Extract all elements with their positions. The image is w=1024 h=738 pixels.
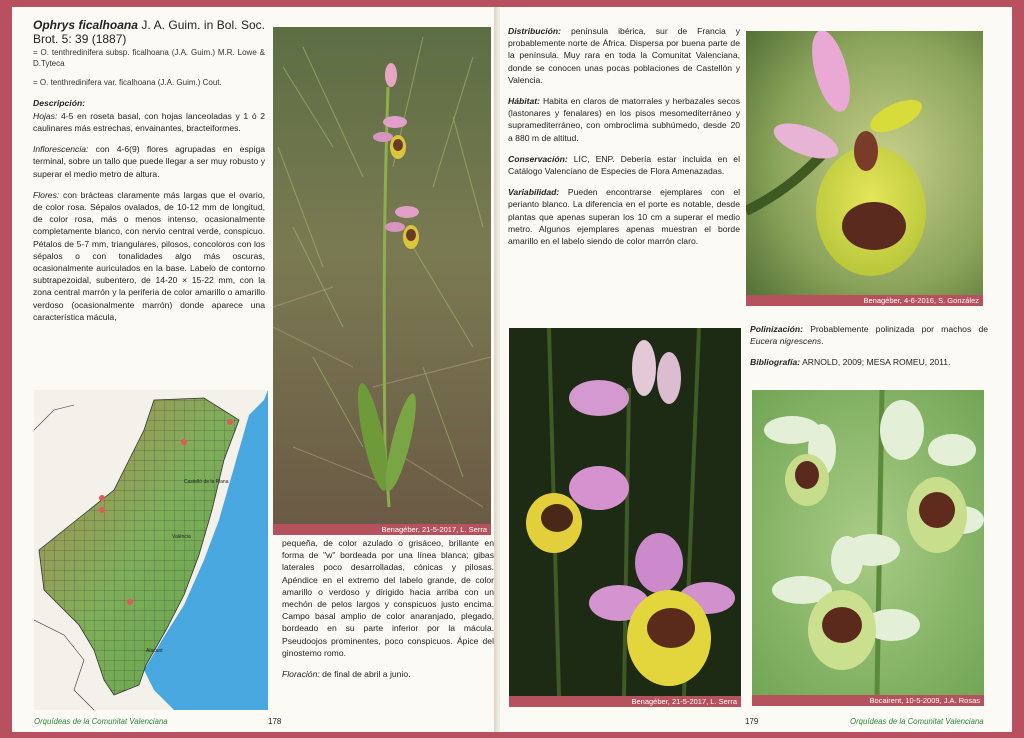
- flores-text: con brácteas claramente más largas que el ovario, de color rosa. Sépalos ovalados, de 10-12 mm de longitud, de color rosa, más o menos intenso, ocasionalmente completamente blanco, con nervio central verde, conspicuo. Pétalos de 5-7 mm, triangulares, pilosos, concoloros con los sépalos o con tonalidades algo más oscuras, ocasionalmente auriculados en la base. Labelo de contorno subtrapezoidal, subentero, de 14-20 × 15-22 mm, con la zona central marrón y la periferia de color amarillo o amarillo verdoso (ocasionalmente marrón) donde aparece una característica mácula,: [33, 189, 265, 322]
- habitat-label: Hábitat:: [508, 96, 540, 107]
- distribucion-label: Distribución:: [508, 26, 561, 36]
- synonym-1: = O. tenthredinifera subsp. ficalhoana (J.A. Guim.) M.R. Lowe & D.Tyteca: [33, 48, 265, 68]
- flower-closeup-caption: Benagéber, 4-6-2016, S. González: [746, 295, 983, 306]
- hojas-text: 4-5 en roseta basal, con hojas lanceoladas y 1 ó 2 caulinares más estrechas, envainantes, bracteiformes.: [33, 110, 266, 133]
- white-flowers-image: [752, 390, 984, 695]
- flores-label: Flores:: [33, 189, 60, 200]
- bibliografia-label: Bibliografía:: [750, 357, 801, 368]
- map-label-valencia: València: [172, 534, 191, 540]
- polinizacion-label: Polinización:: [750, 324, 803, 334]
- left-page-number: 178: [268, 717, 282, 726]
- right-secondary-text: Polinización: Probablemente polinizada por machos de Eucera nigrescens. Bibliografía: ARNOLD, 2009; MESA ROMEU, 2011.: [750, 324, 989, 368]
- map-label-castello: Castelló de la Plana: [184, 479, 229, 485]
- right-footer: Orquídeas de la Comunitat Valenciana: [850, 717, 984, 726]
- description-heading: Descripción:: [33, 97, 86, 108]
- conservacion-text: LIC, ENP. Debería estar incluida en el Catálogo Valenciano de Especies de Flora Amenazadas.: [508, 153, 740, 177]
- variabilidad-label: Variabilidad:: [508, 187, 560, 198]
- distribution-map: [34, 390, 268, 710]
- species-title: [33, 19, 265, 46]
- distribucion-text: península ibérica, sur de Francia y probablemente norte de África. Dispersa por buena parte de la península. Muy rara en toda la Comunitat Valenciana, donde se conocen unas pocas poblaciones de Castellón y Valencia.: [508, 26, 740, 85]
- habitat-text: Habita en claros de matorrales y herbazales secos (lastonares y fenalares) en los pisos mesomediterráneo y supramediterráneo, con ombroclima subhúmedo, desde 20 a 880 m de altitud.: [508, 96, 740, 143]
- inflorescencia-text: con 4-6(9) flores agrupadas en espiga terminal, sobre un tallo que puede llegar a ser muy robusto y superar el medio metro de altura.: [33, 144, 265, 179]
- plant-photo-caption: Benagéber, 21-5-2017, L. Serra: [273, 524, 491, 535]
- description-continued: pequeña, de color azulado o grisáceo, brillante en forma de "w" bordeada por una línea blanca; gibas laterales poco desarrolladas, cónicas y pilosas. Apéndice en el extremo del labelo grande, de color amarillo o verdoso y dirigido hacia arriba con un mechón de pelos largos y conspicuos justo encima. Campo basal amplio de color anaranjado, plegado, bordeado en su parte inferior por la mácula. Pseudoojos prominentes, poco conspicuos. Ápice del ginostemo romo.: [282, 538, 494, 658]
- left-continued-text-column: [282, 537, 494, 689]
- left-text-column: [33, 19, 265, 332]
- inflorescencia-label: Inflorescencia:: [33, 144, 89, 155]
- hojas-label: Hojas:: [33, 110, 58, 121]
- plant-photo: [273, 27, 491, 524]
- left-footer: Orquídeas de la Comunitat Valenciana: [34, 717, 168, 726]
- bibliografia-text: ARNOLD, 2009; MESA ROMEU, 2011.: [802, 357, 951, 368]
- conservacion-label: Conservación:: [508, 153, 568, 164]
- white-flowers-caption: Bocairent, 10-5-2009, J.A. Rosas: [752, 695, 984, 706]
- right-page: [500, 7, 1012, 732]
- white-flowers-photo: [752, 390, 984, 695]
- species-author: J. A. Guim. in Bol. Soc. Brot. 5: 39 (1887): [33, 18, 265, 46]
- polinizacion-text: Probablemente polinizada por machos de: [810, 324, 989, 334]
- flowers-dark-caption: Benagéber, 21-5-2017, L. Serra: [509, 696, 741, 707]
- flowers-dark-image: [509, 328, 741, 696]
- right-page-number: 179: [745, 717, 759, 726]
- distribution-map-image: [34, 390, 268, 710]
- flowers-dark-photo: [509, 328, 741, 696]
- left-page: [12, 7, 506, 732]
- polinizacion-species: Eucera nigrescens: [750, 336, 822, 347]
- flower-closeup-photo: [746, 31, 983, 295]
- plant-photo-image: [273, 27, 491, 524]
- synonym-2: = O. tenthredinifera var. ficalhoana (J.A. Guim.) Cout.: [33, 78, 222, 87]
- floracion-label: Floración:: [282, 669, 320, 680]
- right-text-column: [508, 25, 740, 256]
- map-label-alacant: Alacant: [146, 648, 163, 654]
- flower-closeup-image: [746, 31, 983, 295]
- floracion-text: de final de abril a junio.: [322, 669, 411, 680]
- species-name: Ophrys ficalhoana: [33, 18, 138, 32]
- variabilidad-text: Pueden encontrarse ejemplares con el perianto blanco. La diferencia en el porte es notable, desde plantas que apenas superan los 10 cm a superar el medio metro. Algunos ejemplares apenas muestran el borde amarillo en el labelo siendo de color marrón claro.: [508, 187, 741, 247]
